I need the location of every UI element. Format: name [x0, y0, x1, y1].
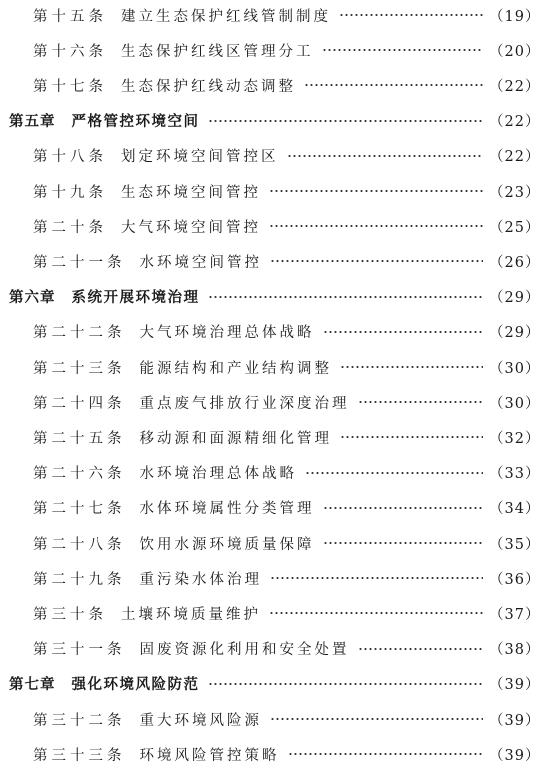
toc-entry-label: [0, 533, 315, 554]
article-number: 第十九条: [33, 184, 107, 201]
article-title: 水环境空间管控: [139, 254, 262, 271]
dot-leader: [323, 325, 484, 339]
article-title: 大气环境治理总体战略: [139, 325, 315, 342]
toc-entry-label: [0, 145, 279, 166]
toc-item-row[interactable]: [0, 248, 545, 274]
toc-entry-label: [0, 357, 332, 378]
toc-item-row[interactable]: [0, 143, 545, 169]
page-number: （26）: [489, 254, 541, 271]
article-title: 水环境治理总体战略: [139, 466, 297, 483]
toc-item-row[interactable]: [0, 2, 545, 28]
toc-entry-label: [0, 40, 314, 61]
article-title: 重点废气排放行业深度治理: [139, 395, 350, 412]
toc-item-row[interactable]: [0, 741, 545, 767]
article-number: 第二十四条: [33, 395, 126, 412]
toc-entry-label: [0, 709, 262, 730]
dot-leader: [358, 642, 484, 656]
dot-leader: [208, 114, 484, 128]
dot-leader: [270, 254, 483, 268]
page-number: （33）: [489, 466, 541, 483]
article-title: 水体环境属性分类管理: [139, 501, 315, 518]
page-number: （19）: [489, 8, 541, 25]
article-title: 固废资源化利用和安全处置: [139, 642, 350, 659]
dot-leader: [287, 149, 484, 163]
page-number: （35）: [489, 536, 541, 553]
toc-entry-label: [0, 75, 296, 96]
article-number: 第十八条: [33, 149, 107, 166]
toc-entry-label: [0, 181, 261, 202]
article-number: 第三十条: [33, 606, 107, 623]
page-number: （29）: [489, 325, 541, 342]
article-number: 第二十八条: [33, 536, 126, 553]
toc-chapter-row[interactable]: [0, 108, 545, 134]
page-number: （30）: [489, 395, 541, 412]
article-title: 生态保护红线区管理分工: [121, 43, 314, 60]
article-title: 能源结构和产业结构调整: [139, 360, 332, 377]
article-number: 第二十条: [33, 219, 107, 236]
dot-leader: [270, 712, 483, 726]
article-title: 土壤环境质量维护: [121, 606, 261, 623]
article-title: 饮用水源环境质量保障: [139, 536, 315, 553]
article-number: 第二十七条: [33, 501, 126, 518]
toc-entry-label: [0, 497, 315, 518]
dot-leader: [304, 78, 483, 92]
page-number: （22）: [489, 149, 541, 166]
toc-entry-label: [0, 568, 262, 589]
page-number: （22）: [489, 114, 541, 131]
dot-leader: [323, 536, 484, 550]
page-number: （38）: [489, 642, 541, 659]
toc-item-row[interactable]: [0, 460, 545, 486]
article-number: 第二十三条: [33, 360, 126, 377]
chapter-number: 第六章: [9, 290, 56, 307]
article-title: 大气环境空间管控: [121, 219, 261, 236]
toc-entry-label: [0, 603, 261, 624]
toc-item-row[interactable]: [0, 565, 545, 591]
toc-item-row[interactable]: [0, 530, 545, 556]
page-number: （30）: [489, 360, 541, 377]
toc-item-row[interactable]: [0, 495, 545, 521]
toc-entry-label: [0, 286, 200, 307]
article-title: 生态保护红线动态调整: [121, 78, 296, 95]
page-number: （37）: [489, 606, 541, 623]
page-number: （29）: [489, 290, 541, 307]
article-number: 第二十六条: [33, 466, 126, 483]
toc-entry-label: [0, 5, 331, 26]
toc-entry-label: [0, 110, 200, 131]
article-number: 第二十九条: [33, 571, 126, 588]
article-title: 环境风险管控策略: [139, 747, 280, 764]
article-title: 划定环境空间管控区: [121, 149, 279, 166]
article-number: 第十七条: [33, 78, 107, 95]
dot-leader: [269, 184, 483, 198]
toc-entry-label: [0, 673, 200, 694]
toc-entry-label: [0, 744, 280, 765]
dot-leader: [305, 466, 483, 480]
toc-chapter-row[interactable]: [0, 671, 545, 697]
toc-item-row[interactable]: [0, 424, 545, 450]
chapter-title: 强化环境风险防范: [71, 677, 200, 694]
page-number: （36）: [489, 571, 541, 588]
chapter-title: 系统开展环境治理: [71, 290, 200, 307]
dot-leader: [340, 430, 483, 444]
article-title: 建立生态保护红线管制制度: [121, 8, 331, 25]
article-number: 第十六条: [33, 43, 107, 60]
dot-leader: [270, 571, 483, 585]
page-number: （39）: [489, 747, 541, 764]
toc-item-row[interactable]: [0, 706, 545, 732]
toc-item-row[interactable]: [0, 354, 545, 380]
page-number: （39）: [489, 677, 541, 694]
page-number: （23）: [489, 184, 541, 201]
chapter-title: 严格管控环境空间: [71, 114, 200, 131]
toc-entry-label: [0, 462, 297, 483]
toc-item-row[interactable]: [0, 213, 545, 239]
toc-item-row[interactable]: [0, 636, 545, 662]
dot-leader: [269, 606, 483, 620]
dot-leader: [340, 360, 483, 374]
chapter-number: 第五章: [9, 114, 56, 131]
toc-item-row[interactable]: [0, 37, 545, 63]
page-number: （32）: [489, 430, 541, 447]
article-number: 第二十二条: [33, 325, 126, 342]
toc-entry-label: [0, 427, 332, 448]
page-number: （25）: [489, 219, 541, 236]
article-number: 第三十二条: [33, 712, 126, 729]
toc-chapter-row[interactable]: [0, 284, 545, 310]
page-number: （34）: [489, 501, 541, 518]
toc-entry-label: [0, 321, 315, 342]
toc-entry-label: [0, 392, 350, 413]
article-title: 重污染水体治理: [139, 571, 262, 588]
toc-item-row[interactable]: [0, 600, 545, 626]
toc-item-row[interactable]: [0, 389, 545, 415]
article-number: 第二十一条: [33, 254, 126, 271]
chapter-number: 第七章: [9, 677, 56, 694]
toc-entry-label: [0, 251, 262, 272]
dot-leader: [322, 43, 484, 57]
page-number: （39）: [489, 712, 541, 729]
dot-leader: [288, 747, 484, 761]
dot-leader: [339, 8, 483, 22]
toc-entry-label: [0, 216, 261, 237]
toc-entry-label: [0, 638, 350, 659]
page-number: （20）: [489, 43, 541, 60]
page-number: （22）: [489, 78, 541, 95]
dot-leader: [208, 677, 484, 691]
toc-item-row[interactable]: [0, 319, 545, 345]
dot-leader: [269, 219, 483, 233]
article-number: 第三十一条: [33, 642, 126, 659]
article-number: 第十五条: [33, 8, 107, 25]
article-title: 生态环境空间管控: [121, 184, 261, 201]
dot-leader: [323, 501, 484, 515]
article-title: 移动源和面源精细化管理: [139, 430, 332, 447]
article-title: 重大环境风险源: [139, 712, 262, 729]
toc-item-row[interactable]: [0, 178, 545, 204]
article-number: 第二十五条: [33, 430, 126, 447]
toc-item-row[interactable]: [0, 72, 545, 98]
dot-leader: [358, 395, 484, 409]
dot-leader: [208, 290, 484, 304]
article-number: 第三十三条: [33, 747, 126, 764]
